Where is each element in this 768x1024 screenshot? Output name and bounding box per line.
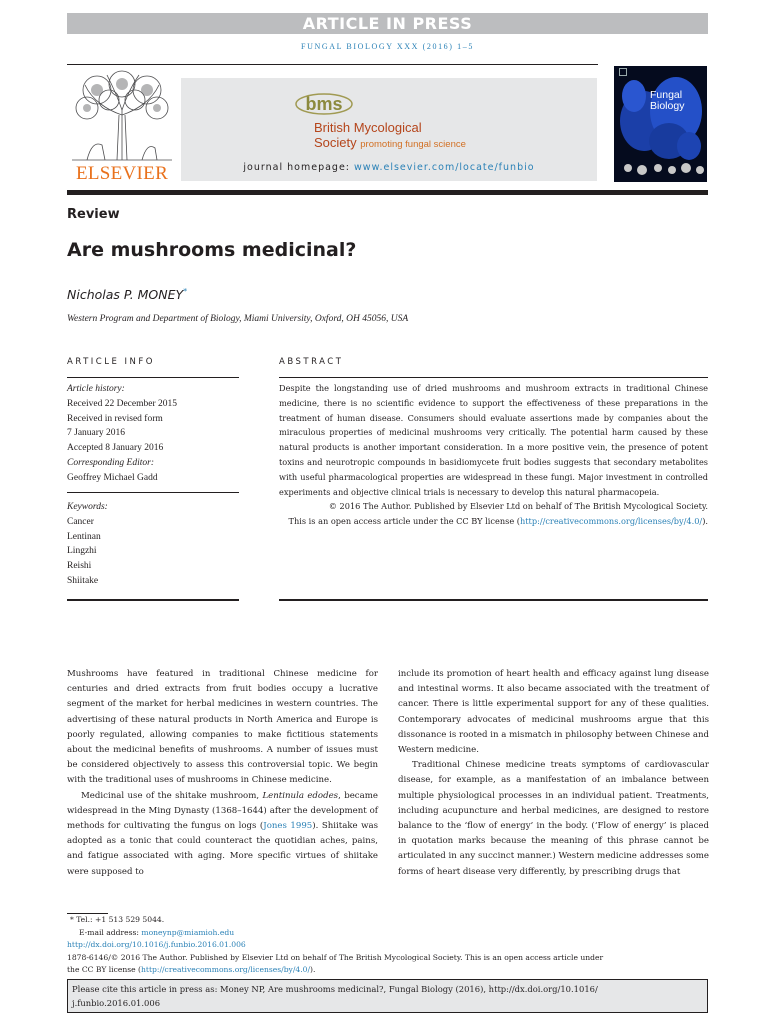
- homepage-label: journal homepage:: [243, 162, 350, 173]
- keyword: Lingzhi: [67, 546, 97, 557]
- body-text: Medicinal use of the shitake mushroom,: [81, 790, 263, 801]
- article-info-rule-bottom: [67, 599, 239, 601]
- society-tagline: promoting fungal science: [360, 139, 466, 150]
- journal-homepage: [181, 162, 597, 173]
- bms-logo-text: bms: [305, 94, 343, 114]
- email-label: E-mail address:: [79, 927, 142, 937]
- history-line: 7 January 2016: [67, 428, 126, 439]
- abstract-license: [279, 514, 708, 529]
- author-name: [67, 287, 187, 302]
- doi-link[interactable]: http://dx.doi.org/10.1016/j.funbio.2016.01.006: [67, 940, 246, 950]
- keyword: Shiitake: [67, 575, 99, 586]
- license-pre: the CC BY license (: [67, 965, 142, 975]
- history-line: Received in revised form: [67, 413, 163, 424]
- cover-title-line-2: Biology: [650, 100, 685, 112]
- body-text: ). Shiitake was adopted as a tonic that could counteract the quotidian aches, pains, and fatigue associated with aging. More specific virtues of shiitake were supposed to: [67, 821, 378, 877]
- license-line: 1878-6146/© 2016 The Author. Published by Elsevier Ltd on behalf of The British Mycological Society. This is an open access article under: [67, 952, 604, 962]
- journal-reference: FUNGAL BIOLOGY XXX (2016) 1–5: [301, 42, 474, 51]
- article-in-press-banner: ARTICLE IN PRESS: [67, 13, 708, 34]
- keyword: Cancer: [67, 516, 94, 527]
- abstract-heading: ABSTRACT: [279, 357, 344, 367]
- cover-title: [650, 90, 684, 112]
- body-column-right: [398, 667, 709, 880]
- article-info-rule-mid: [67, 492, 239, 493]
- body-paragraph: Traditional Chinese medicine treats symptoms of cardiovascular disease, for example, as a manifestation of an imbalance between multiple physiological processes in an individual patient. Treatments, including acupuncture and herbal medicines, are designed to restore balance to the ‘flow of energy’ in the body. (‘Flow of energy’ is placed in quotation marks because the meaning of this phrase cannot be articulated in any succinct manner.) Western medicine addresses some forms of heart disease very differently, by prescribing drugs that: [398, 760, 709, 877]
- header-top-rule: [67, 64, 598, 65]
- article-info-rule-top: [67, 377, 239, 378]
- body-paragraph: Mushrooms have featured in traditional Chinese medicine for centuries and dried extracts from fruit bodies occupy a lucrative segment of the market for herbal medicines in western countries. The advertising of these natural products in North America and Europe is poorly regulated, allowing companies to make fictitious statements about the medicinal benefits of mushrooms. A number of issues must be considered objectively to assess this controversial topic. We begin with the traditional uses of mushrooms in Chinese medicine.: [67, 669, 378, 786]
- article-type: Review: [67, 207, 120, 222]
- keywords-list: [67, 500, 108, 589]
- footnote-email: [67, 927, 708, 940]
- elsevier-wordmark: ELSEVIER: [75, 163, 169, 184]
- body-column-left: [67, 667, 378, 880]
- history-line: Accepted 8 January 2016: [67, 443, 164, 454]
- cover-title-line-1: Fungal: [650, 89, 683, 101]
- citation-line: Please cite this article in press as: Money NP, Are mushrooms medicinal?, Fungal Biology (2016), http://dx.doi.org/10.1016/: [72, 984, 598, 994]
- society-name-word: Society: [314, 135, 357, 150]
- article-title: Are mushrooms medicinal?: [67, 239, 357, 261]
- article-info-heading: ARTICLE INFO: [67, 357, 155, 367]
- keyword: Lentinan: [67, 531, 101, 542]
- species-name: Lentinula edodes: [262, 790, 339, 801]
- license-link[interactable]: http://creativecommons.org/licenses/by/4.0/: [141, 965, 311, 975]
- footnote-tel: * Tel.: +1 513 529 5044.: [70, 915, 165, 924]
- abstract-rule-bottom: [279, 599, 708, 601]
- abstract-text: Despite the longstanding use of dried mushrooms and mushroom extracts in traditional Chinese medicine, there is no scientific evidence to support the effectiveness of these preparations in the treatment of human disease. Consumers should evaluate assertions made by companies about the miraculous properties of medicinal mushrooms very critically. The potential harm caused by these natural products is another important consideration. In a more positive vein, the presence of potent toxins and neurotropic compounds in basidiomycete fruit bodies suggests that secondary metabolites with useful pharmacological properties are widespread in these fungi. Major investment in controlled experiments and objective clinical trials is necessary to develop this natural pharmacopeia.: [279, 383, 708, 497]
- history-line: Received 22 December 2015: [67, 398, 177, 409]
- body-paragraph: [67, 789, 378, 880]
- article-history: [67, 382, 177, 486]
- keywords-label: Keywords:: [67, 502, 108, 512]
- abstract-copyright: © 2016 The Author. Published by Elsevier Ltd on behalf of The British Mycological Society.: [328, 501, 708, 512]
- society-name-line-2: [314, 135, 466, 152]
- author-footnote-link[interactable]: *: [183, 287, 188, 296]
- license-line: [67, 964, 708, 977]
- abstract-rule-top: [279, 377, 708, 378]
- editor-name: Geoffrey Michael Gadd: [67, 472, 158, 483]
- author-affiliation: Western Program and Department of Biology, Miami University, Oxford, OH 45056, USA: [67, 314, 409, 324]
- keyword: Reishi: [67, 561, 92, 572]
- abstract-license-pre: This is an open access article under the CC BY license (: [288, 516, 520, 527]
- body-paragraph: include its promotion of heart health and efficacy against lung disease and intestinal worms. It also became associated with the treatment of cancer. There is little experimental support for any of these qualities. Contemporary advocates of medicinal mushrooms argue that this dissonance is rooted in a mismatch in philosophy between Chinese and Western medicine.: [398, 669, 709, 756]
- journal-cover-image: [614, 66, 707, 182]
- abstract-license-link[interactable]: http://creativecommons.org/licenses/by/4.0/: [519, 516, 703, 527]
- society-name: [314, 120, 466, 152]
- citation-box: [67, 979, 708, 1013]
- body-text: , became widespread in the Ming Dynasty (1368–1644) after the development of methods for cultivating the fungus on logs (: [67, 790, 378, 832]
- abstract-body: [279, 381, 708, 529]
- header-thick-rule: [67, 190, 708, 195]
- journal-header-box: [181, 78, 597, 181]
- cover-publisher-mark: [619, 68, 627, 76]
- homepage-link[interactable]: www.elsevier.com/locate/funbio: [354, 162, 535, 173]
- license-post: ).: [310, 965, 316, 975]
- author-name-text: Nicholas P. MONEY: [67, 287, 184, 303]
- reference-link[interactable]: Jones 1995: [263, 821, 313, 832]
- editor-label: Corresponding Editor:: [67, 457, 154, 468]
- citation-line: j.funbio.2016.01.006: [72, 998, 161, 1008]
- bms-logo: [294, 92, 354, 120]
- society-name-line-1: British Mycological: [314, 120, 422, 135]
- footnotes: [67, 914, 708, 977]
- email-link[interactable]: moneynp@miamioh.edu: [141, 927, 235, 937]
- history-label: Article history:: [67, 384, 125, 394]
- abstract-license-post: ).: [702, 516, 708, 527]
